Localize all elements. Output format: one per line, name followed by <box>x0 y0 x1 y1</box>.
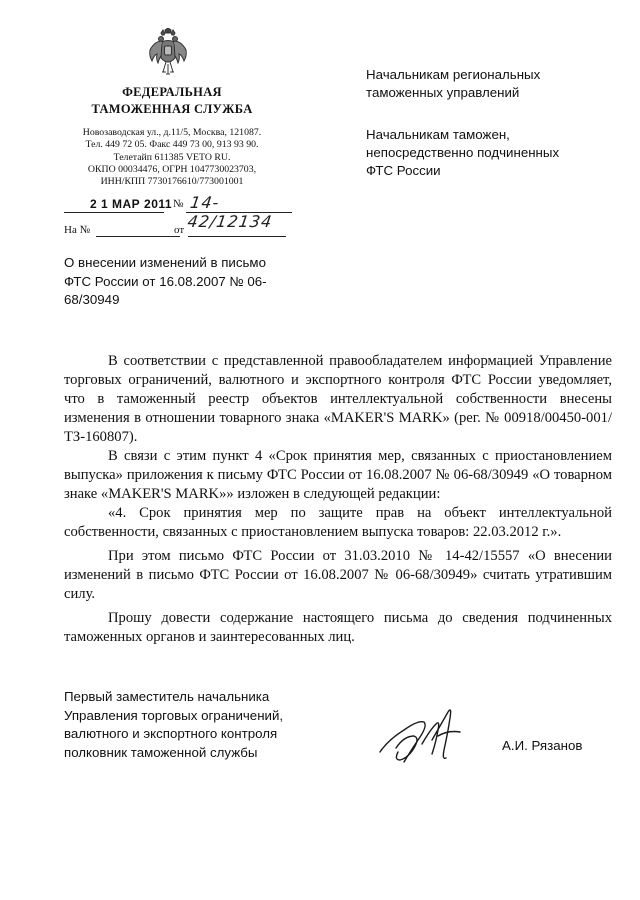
subject-line: О внесении изменений в письмо <box>64 255 266 270</box>
addressee-line: Начальникам таможен, <box>366 127 510 142</box>
signatory-name: А.И. Рязанов <box>502 738 583 753</box>
double-headed-eagle-emblem-icon <box>148 28 188 76</box>
body-paragraph: «4. Срок принятия мер по защите прав на объект интеллектуальной собственности, связанных с приостановлением выпуска товаров: 22.03.2012 г.». <box>64 505 612 540</box>
registration-number-handwritten: 14-42/12134 <box>186 193 274 231</box>
addressee-block <box>366 66 606 102</box>
number-underline <box>186 212 292 213</box>
addressee-line: таможенных управлений <box>366 85 520 100</box>
addressee-block <box>366 126 606 180</box>
org-line: ТАМОЖЕННАЯ СЛУЖБА <box>91 102 253 116</box>
body-paragraph: В связи с этим пункт 4 «Срок принятия мер, связанных с приостановлением выпуска» приложения к письму ФТС России от 16.08.2007 № 06-68/30949 «О товарном знаке «MAKER'S MARK»» изложен в следующей редакции: <box>64 448 612 502</box>
addressee-line: ФТС России <box>366 163 441 178</box>
handwritten-signature-icon <box>374 700 470 772</box>
body-paragraph: При этом письмо ФТС России от 31.03.2010 № 14-42/15557 «О внесении изменений в письмо ФТС России от 16.08.2007 № 06-68/30949» считать утратившим силу. <box>64 548 612 602</box>
reference-number-label: На № <box>64 224 91 236</box>
date-underline <box>64 212 164 213</box>
signatory-title-line: валютного и экспортного контроля <box>64 726 278 741</box>
letter-body <box>64 352 612 647</box>
address-block <box>66 127 278 188</box>
body-paragraph: В соответствии с представленной правообладателем информацией Управление торговых ограничений, валютного и экспортного контроля ФТС России уведомляет, что в таможенный реестр объектов интеллектуальной собственности внесены изменения в отношении товарного знака «MAKER'S MARK» (рег. № 00918/00450-001/ТЗ-160807). <box>64 353 612 445</box>
addressee-line: Начальникам региональных <box>366 67 541 82</box>
address-line: Тел. 449 72 05. Факс 449 73 00, 913 93 90. <box>85 139 259 151</box>
reference-line <box>64 224 294 240</box>
reference-number-blank <box>96 236 180 237</box>
body-paragraph: Прошу довести содержание настоящего письма до сведения подчиненных таможенных органов и заинтересованных лиц. <box>64 610 612 645</box>
reference-date-blank <box>188 236 286 237</box>
signatory-title-line: полковник таможенной службы <box>64 744 258 760</box>
org-line: ФЕДЕРАЛЬНАЯ <box>122 85 222 99</box>
signatory-title-line: Управления торговых ограничений, <box>64 707 284 723</box>
signatory-title-line: Первый заместитель начальника <box>64 689 270 704</box>
addressee-line: непосредственно подчиненных <box>366 145 560 160</box>
letter-subject <box>64 254 294 310</box>
address-line: ОКПО 00034476, ОГРН 1047730023703, <box>87 163 257 175</box>
address-line: ИНН/КПП 7730176610/773001001 <box>100 176 244 188</box>
signatory-title <box>64 688 314 762</box>
registration-date-stamp: 2 1 МАР 2011 <box>90 197 173 211</box>
subject-line: 68/30949 <box>64 292 120 307</box>
reference-date-label: от <box>174 224 185 236</box>
organization-name <box>70 84 274 118</box>
address-line: Новозаводская ул., д.11/5, Москва, 121087. <box>82 127 262 138</box>
subject-line: ФТС России от 16.08.2007 № 06- <box>64 273 267 289</box>
number-label: № <box>173 198 184 210</box>
address-line: Телетайп 611385 VETO RU. <box>113 151 231 163</box>
